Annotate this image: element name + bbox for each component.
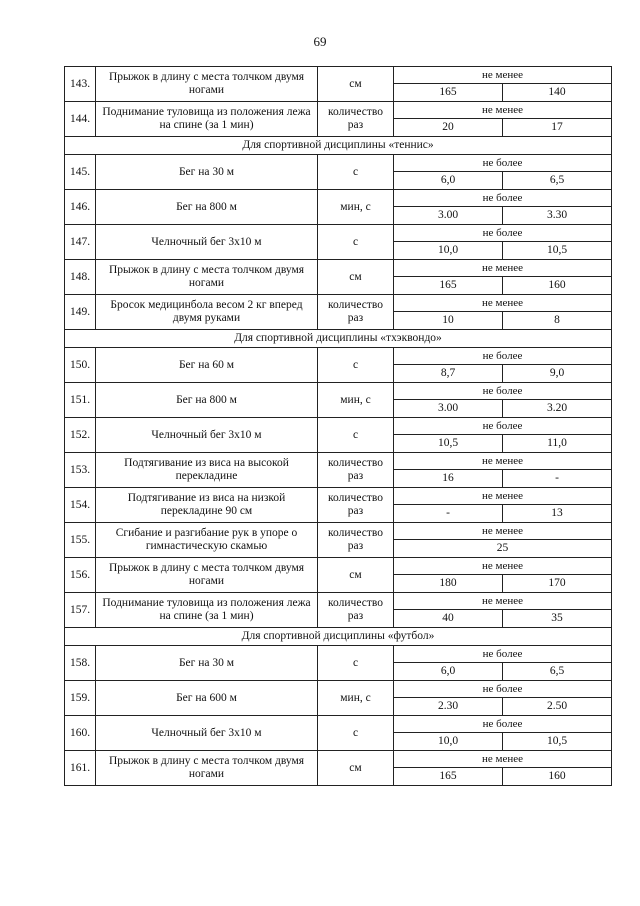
norm-value-2: 13 bbox=[503, 505, 612, 523]
row-number: 148. bbox=[65, 260, 96, 295]
table-body bbox=[65, 67, 612, 786]
table-row bbox=[65, 681, 612, 698]
table-row bbox=[65, 523, 612, 540]
table-row bbox=[65, 155, 612, 172]
norm-value-1: 8,7 bbox=[394, 365, 503, 383]
norm-qualifier: не менее bbox=[394, 67, 612, 84]
norm-value-2: 35 bbox=[503, 610, 612, 628]
norm-value-2: 160 bbox=[503, 768, 612, 786]
norm-value-1: 6,0 bbox=[394, 663, 503, 681]
row-number: 152. bbox=[65, 418, 96, 453]
norm-value-1: 20 bbox=[394, 119, 503, 137]
norm-qualifier: не более bbox=[394, 681, 612, 698]
section-title: Для спортивной дисциплины «теннис» bbox=[65, 137, 612, 155]
row-number: 159. bbox=[65, 681, 96, 716]
standards-table bbox=[64, 66, 612, 786]
norm-value-2: 10,5 bbox=[503, 733, 612, 751]
norm-value-1: 3.00 bbox=[394, 400, 503, 418]
unit: мин, с bbox=[318, 190, 394, 225]
exercise-name: Бег на 60 м bbox=[96, 348, 318, 383]
table-row bbox=[65, 716, 612, 733]
table-row bbox=[65, 488, 612, 505]
unit: см bbox=[318, 67, 394, 102]
norm-qualifier: не более bbox=[394, 348, 612, 365]
unit: см bbox=[318, 558, 394, 593]
norm-value-2: - bbox=[503, 470, 612, 488]
norm-value-2: 6,5 bbox=[503, 663, 612, 681]
exercise-name: Подтягивание из виса на низкой перекладине 90 см bbox=[96, 488, 318, 523]
row-number: 160. bbox=[65, 716, 96, 751]
exercise-name: Поднимание туловища из положения лежа на спине (за 1 мин) bbox=[96, 593, 318, 628]
unit: с bbox=[318, 646, 394, 681]
table-row bbox=[65, 225, 612, 242]
exercise-name: Челночный бег 3х10 м bbox=[96, 418, 318, 453]
norm-qualifier: не более bbox=[394, 716, 612, 733]
norm-value-2: 2.50 bbox=[503, 698, 612, 716]
row-number: 149. bbox=[65, 295, 96, 330]
unit: с bbox=[318, 225, 394, 260]
norm-qualifier: не более bbox=[394, 418, 612, 435]
norm-value-1: 16 bbox=[394, 470, 503, 488]
table-row bbox=[65, 418, 612, 435]
row-number: 146. bbox=[65, 190, 96, 225]
section-header-row bbox=[65, 330, 612, 348]
section-title: Для спортивной дисциплины «футбол» bbox=[65, 628, 612, 646]
norm-value-1: 10 bbox=[394, 312, 503, 330]
table-row bbox=[65, 67, 612, 84]
norm-value-1: 165 bbox=[394, 84, 503, 102]
row-number: 150. bbox=[65, 348, 96, 383]
norm-value-1: 180 bbox=[394, 575, 503, 593]
section-header-row bbox=[65, 628, 612, 646]
unit: количество раз bbox=[318, 102, 394, 137]
table-row bbox=[65, 295, 612, 312]
unit: с bbox=[318, 716, 394, 751]
norm-value-1: 3.00 bbox=[394, 207, 503, 225]
norm-value-2: 17 bbox=[503, 119, 612, 137]
norm-qualifier: не более bbox=[394, 383, 612, 400]
norm-value-2: 8 bbox=[503, 312, 612, 330]
exercise-name: Прыжок в длину с места толчком двумя ногами bbox=[96, 67, 318, 102]
row-number: 151. bbox=[65, 383, 96, 418]
unit: количество раз bbox=[318, 295, 394, 330]
unit: см bbox=[318, 751, 394, 786]
page-number: 69 bbox=[313, 34, 327, 49]
exercise-name: Бросок медицинбола весом 2 кг вперед двумя руками bbox=[96, 295, 318, 330]
section-header-row bbox=[65, 137, 612, 155]
table-row bbox=[65, 558, 612, 575]
section-title: Для спортивной дисциплины «тхэквондо» bbox=[65, 330, 612, 348]
row-number: 154. bbox=[65, 488, 96, 523]
row-number: 145. bbox=[65, 155, 96, 190]
table-row bbox=[65, 348, 612, 365]
exercise-name: Прыжок в длину с места толчком двумя ногами bbox=[96, 558, 318, 593]
table-row bbox=[65, 593, 612, 610]
norm-value-1: 10,0 bbox=[394, 733, 503, 751]
table-row bbox=[65, 260, 612, 277]
row-number: 161. bbox=[65, 751, 96, 786]
norm-qualifier: не менее bbox=[394, 523, 612, 540]
norm-qualifier: не более bbox=[394, 155, 612, 172]
norm-value-1: - bbox=[394, 505, 503, 523]
norm-qualifier: не более bbox=[394, 646, 612, 663]
row-number: 143. bbox=[65, 67, 96, 102]
row-number: 157. bbox=[65, 593, 96, 628]
row-number: 144. bbox=[65, 102, 96, 137]
exercise-name: Бег на 800 м bbox=[96, 190, 318, 225]
norm-value-1: 2.30 bbox=[394, 698, 503, 716]
norm-qualifier: не более bbox=[394, 190, 612, 207]
exercise-name: Сгибание и разгибание рук в упоре о гимнастическую скамью bbox=[96, 523, 318, 558]
norm-value-1: 165 bbox=[394, 768, 503, 786]
exercise-name: Челночный бег 3х10 м bbox=[96, 225, 318, 260]
norm-qualifier: не менее bbox=[394, 488, 612, 505]
exercise-name: Прыжок в длину с места толчком двумя ногами bbox=[96, 751, 318, 786]
exercise-name: Челночный бег 3х10 м bbox=[96, 716, 318, 751]
norm-qualifier: не менее bbox=[394, 453, 612, 470]
norm-value: 25 bbox=[394, 540, 612, 558]
exercise-name: Бег на 30 м bbox=[96, 646, 318, 681]
norm-qualifier: не менее bbox=[394, 260, 612, 277]
norm-qualifier: не менее bbox=[394, 558, 612, 575]
table-row bbox=[65, 102, 612, 119]
norm-qualifier: не менее bbox=[394, 751, 612, 768]
unit: количество раз bbox=[318, 453, 394, 488]
norm-value-2: 170 bbox=[503, 575, 612, 593]
norm-value-1: 165 bbox=[394, 277, 503, 295]
norm-value-2: 11,0 bbox=[503, 435, 612, 453]
row-number: 158. bbox=[65, 646, 96, 681]
table-row bbox=[65, 383, 612, 400]
row-number: 156. bbox=[65, 558, 96, 593]
exercise-name: Бег на 30 м bbox=[96, 155, 318, 190]
unit: количество раз bbox=[318, 488, 394, 523]
norm-value-1: 40 bbox=[394, 610, 503, 628]
norm-qualifier: не менее bbox=[394, 295, 612, 312]
norm-value-2: 3.20 bbox=[503, 400, 612, 418]
table-row bbox=[65, 190, 612, 207]
exercise-name: Прыжок в длину с места толчком двумя ногами bbox=[96, 260, 318, 295]
exercise-name: Бег на 800 м bbox=[96, 383, 318, 418]
norm-value-1: 10,5 bbox=[394, 435, 503, 453]
norm-value-2: 10,5 bbox=[503, 242, 612, 260]
unit: количество раз bbox=[318, 523, 394, 558]
norm-value-2: 9,0 bbox=[503, 365, 612, 383]
row-number: 147. bbox=[65, 225, 96, 260]
unit: количество раз bbox=[318, 593, 394, 628]
table-row bbox=[65, 453, 612, 470]
exercise-name: Бег на 600 м bbox=[96, 681, 318, 716]
unit: мин, с bbox=[318, 383, 394, 418]
norm-value-2: 160 bbox=[503, 277, 612, 295]
norm-qualifier: не менее bbox=[394, 102, 612, 119]
norm-value-2: 140 bbox=[503, 84, 612, 102]
unit: с bbox=[318, 155, 394, 190]
unit: мин, с bbox=[318, 681, 394, 716]
exercise-name: Поднимание туловища из положения лежа на спине (за 1 мин) bbox=[96, 102, 318, 137]
table-row bbox=[65, 751, 612, 768]
row-number: 155. bbox=[65, 523, 96, 558]
exercise-name: Подтягивание из виса на высокой перекладине bbox=[96, 453, 318, 488]
table-row bbox=[65, 646, 612, 663]
row-number: 153. bbox=[65, 453, 96, 488]
norm-value-2: 3.30 bbox=[503, 207, 612, 225]
norm-value-1: 10,0 bbox=[394, 242, 503, 260]
unit: с bbox=[318, 418, 394, 453]
norm-qualifier: не более bbox=[394, 225, 612, 242]
norm-value-2: 6,5 bbox=[503, 172, 612, 190]
norm-qualifier: не менее bbox=[394, 593, 612, 610]
unit: см bbox=[318, 260, 394, 295]
unit: с bbox=[318, 348, 394, 383]
norm-value-1: 6,0 bbox=[394, 172, 503, 190]
